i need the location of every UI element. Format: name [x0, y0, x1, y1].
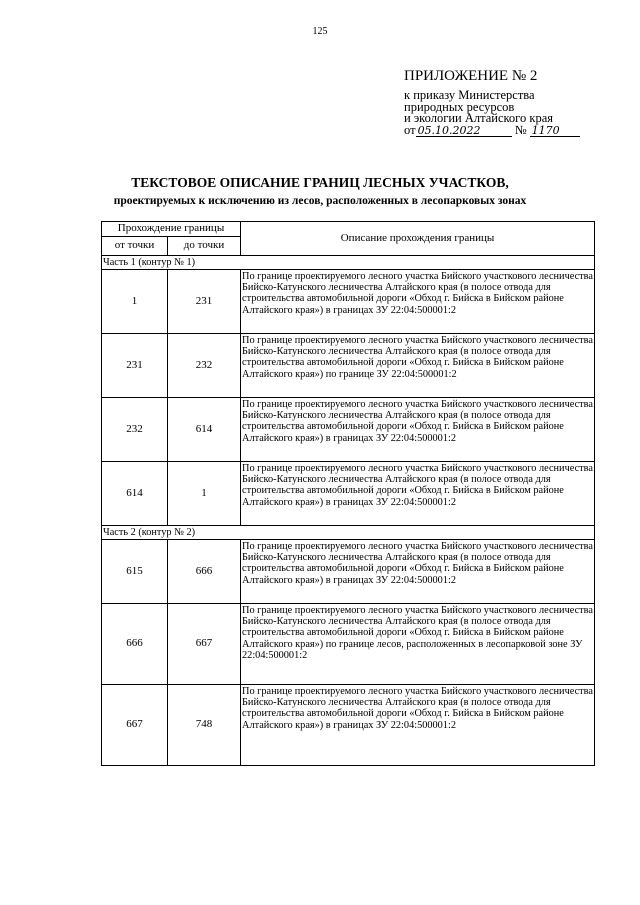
number-label: № — [514, 122, 527, 137]
section-label: Часть 2 (контур № 2) — [102, 526, 595, 540]
title-line-2: проектируемых к исключению из лесов, расположенных в лесопарковых зонах — [113, 195, 527, 207]
to-point-cell: 231 — [168, 270, 241, 334]
from-point-cell: 615 — [102, 540, 168, 604]
table-row — [102, 398, 595, 462]
table-row — [102, 334, 595, 398]
document-title — [0, 175, 640, 209]
header-boundary-passage: Прохождение границы — [102, 222, 241, 237]
to-point-cell: 667 — [168, 604, 241, 685]
handwritten-date: 05.10.2022 — [416, 125, 512, 137]
handwritten-number: 1170 — [530, 125, 580, 137]
page-number: 125 — [312, 26, 328, 37]
from-point-cell: 231 — [102, 334, 168, 398]
to-point-cell: 614 — [168, 398, 241, 462]
appendix-line-2: природных ресурсов — [404, 99, 515, 114]
to-point-cell: 748 — [168, 685, 241, 766]
appendix-line-1: к приказу Министерства — [404, 88, 535, 102]
section-row-part-1 — [102, 256, 595, 270]
section-row-part-2 — [102, 526, 595, 540]
description-cell: По границе проектируемого лесного участка Бийского участкового лесничества Бийско-Катунского лесничества Алтайского края (в полосе отвода для строительства автомобильной дороги «Обход г. Бийска в Бийском районе Алтайского края») по границе ЗУ 22:04:500001:2 — [241, 334, 595, 398]
from-label: от — [404, 122, 416, 137]
to-point-cell: 666 — [168, 540, 241, 604]
header-to-point: до точки — [168, 237, 241, 256]
from-point-cell: 1 — [102, 270, 168, 334]
from-point-cell: 666 — [102, 604, 168, 685]
table-row — [102, 462, 595, 526]
table-header-row — [102, 222, 595, 237]
from-point-cell: 667 — [102, 685, 168, 766]
description-cell: По границе проектируемого лесного участка Бийского участкового лесничества Бийско-Катунского лесничества Алтайского края (в полосе отвода для строительства автомобильной дороги «Обход г. Бийска в Бийском районе Алтайского края») по границе лесов, расположенных в лесопарковой зоне ЗУ 22:04:500001:2 — [241, 604, 595, 685]
appendix-block — [404, 68, 624, 137]
description-cell: По границе проектируемого лесного участка Бийского участкового лесничества Бийско-Катунского лесничества Алтайского края (в полосе отвода для строительства автомобильной дороги «Обход г. Бийска в Бийском районе Алтайского края») в границах ЗУ 22:04:500001:2 — [241, 462, 595, 526]
from-point-cell: 614 — [102, 462, 168, 526]
boundary-table — [101, 221, 595, 766]
appendix-title: ПРИЛОЖЕНИЕ № 2 — [404, 68, 538, 84]
description-cell: По границе проектируемого лесного участка Бийского участкового лесничества Бийско-Катунского лесничества Алтайского края (в полосе отвода для строительства автомобильной дороги «Обход г. Бийска в Бийском районе Алтайского края») в границах ЗУ 22:04:500001:2 — [241, 685, 595, 766]
table-row — [102, 540, 595, 604]
order-date-line — [404, 122, 624, 137]
table-row — [102, 685, 595, 766]
to-point-cell: 1 — [168, 462, 241, 526]
description-cell: По границе проектируемого лесного участка Бийского участкового лесничества Бийско-Катунского лесничества Алтайского края (в полосе отвода для строительства автомобильной дороги «Обход г. Бийска в Бийском районе Алтайского края») в границах ЗУ 22:04:500001:2 — [241, 270, 595, 334]
title-line-1: ТЕКСТОВОЕ ОПИСАНИЕ ГРАНИЦ ЛЕСНЫХ УЧАСТКОВ, — [131, 175, 509, 190]
section-label: Часть 1 (контур № 1) — [102, 256, 595, 270]
to-point-cell: 232 — [168, 334, 241, 398]
description-cell: По границе проектируемого лесного участка Бийского участкового лесничества Бийско-Катунского лесничества Алтайского края (в полосе отвода для строительства автомобильной дороги «Обход г. Бийска в Бийском районе Алтайского края») в границах ЗУ 22:04:500001:2 — [241, 398, 595, 462]
table-row — [102, 604, 595, 685]
table-row — [102, 270, 595, 334]
from-point-cell: 232 — [102, 398, 168, 462]
header-description: Описание прохождения границы — [241, 222, 595, 256]
header-from-point: от точки — [102, 237, 168, 256]
appendix-line-3: и экологии Алтайского края — [404, 111, 553, 125]
description-cell: По границе проектируемого лесного участка Бийского участкового лесничества Бийско-Катунского лесничества Алтайского края (в полосе отвода для строительства автомобильной дороги «Обход г. Бийска в Бийском районе Алтайского края») в границах ЗУ 22:04:500001:2 — [241, 540, 595, 604]
